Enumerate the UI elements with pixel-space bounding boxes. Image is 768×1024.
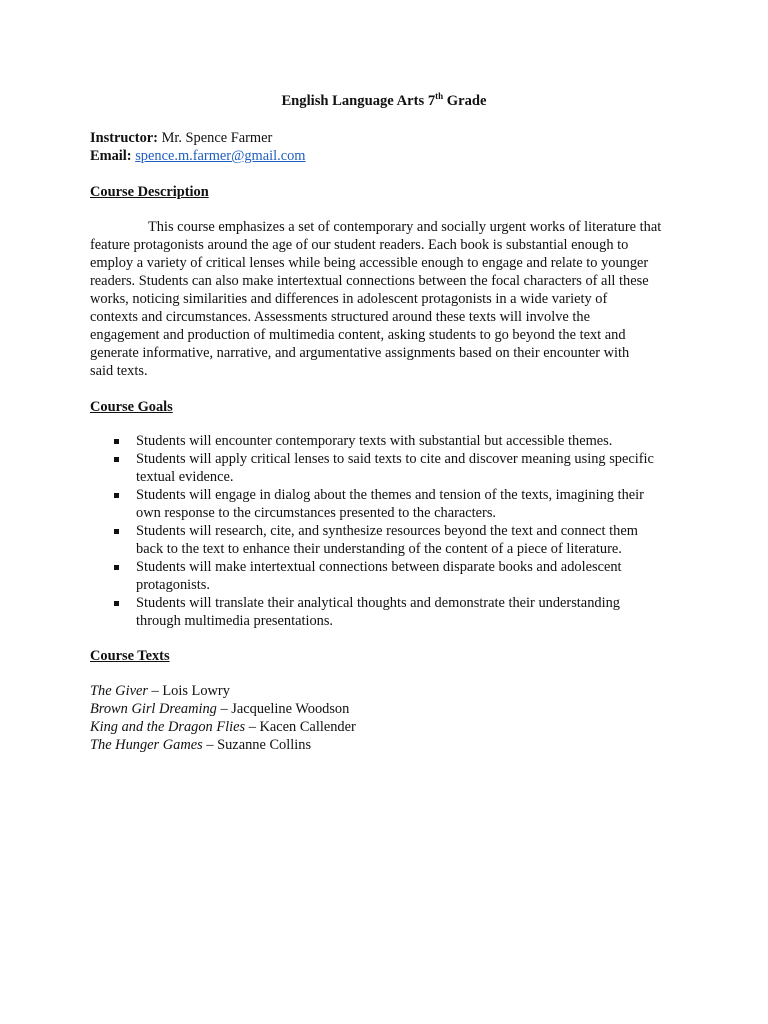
instructor-line [90,129,272,147]
email-line [90,147,305,165]
square-bullet-icon [114,601,119,606]
book-title: Brown Girl Dreaming [90,701,217,717]
list-item [90,558,690,594]
description-line: feature protagonists around the age of our student readers. Each book is substantial enough to [90,237,629,253]
book-title: The Hunger Games [90,737,203,753]
document-title [0,92,768,110]
list-item [90,486,690,522]
course-texts-heading: Course Texts [90,648,170,664]
list-item [90,450,690,486]
goal-line: back to the text to enhance their understanding of the content of a piece of literature. [136,541,622,557]
square-bullet-icon [114,439,119,444]
description-line: This course emphasizes a set of contemporary and socially urgent works of literature that [148,219,662,235]
course-description-heading: Course Description [90,184,209,200]
course-goals-list [90,432,690,630]
book-author: – Lois Lowry [147,683,230,699]
description-line: readers. Students can also make intertextual connections between the focal characters of all these [90,273,649,289]
goal-line: through multimedia presentations. [136,613,334,629]
goal-line: Students will encounter contemporary texts with substantial but accessible themes. [136,433,613,449]
list-item [90,522,690,558]
description-line: works, noticing similarities and differences in adolescent protagonists in a wide variety of [90,291,608,307]
description-line: generate informative, narrative, and argumentative assignments based on their encounter with [90,345,630,361]
book-title: King and the Dragon Flies [90,719,246,735]
book-author: – Jacqueline Woodson [216,701,350,717]
goal-line: own response to the circumstances presented to the characters. [136,505,497,521]
course-goals-heading: Course Goals [90,399,173,415]
title-main: English Language Arts 7 [281,93,436,109]
instructor-name: Mr. Spence Farmer [161,130,273,146]
goal-line: textual evidence. [136,469,234,485]
list-item [90,594,690,630]
email-link[interactable]: spence.m.farmer@gmail.com [135,148,306,164]
square-bullet-icon [114,493,119,498]
course-texts-list [90,682,356,754]
description-line: said texts. [90,363,148,379]
square-bullet-icon [114,529,119,534]
description-line: employ a variety of critical lenses while being accessible enough to engage and relate to younger [90,255,649,271]
goal-line: Students will translate their analytical thoughts and demonstrate their understanding [136,595,620,611]
description-line: engagement and production of multimedia content, asking students to go beyond the text and [90,327,626,343]
goal-line: protagonists. [136,577,210,593]
goal-line: Students will apply critical lenses to said texts to cite and discover meaning using specific [136,451,654,467]
list-item [90,682,356,700]
instructor-label: Instructor: [90,130,158,146]
list-item [90,718,356,736]
list-item [90,700,356,718]
title-end: Grade [443,93,487,109]
book-title: The Giver [90,683,148,699]
description-line: contexts and circumstances. Assessments structured around these texts will involve the [90,309,590,325]
square-bullet-icon [114,565,119,570]
goal-line: Students will research, cite, and synthesize resources beyond the text and connect them [136,523,638,539]
goal-line: Students will engage in dialog about the themes and tension of the texts, imagining their [136,487,644,503]
list-item [90,736,356,754]
book-author: – Kacen Callender [245,719,356,735]
book-author: – Suzanne Collins [202,737,312,753]
course-description-paragraph [90,218,690,380]
goal-line: Students will make intertextual connections between disparate books and adolescent [136,559,622,575]
square-bullet-icon [114,457,119,462]
email-label: Email: [90,148,132,164]
list-item [90,432,690,450]
title-superscript: th [435,91,444,102]
